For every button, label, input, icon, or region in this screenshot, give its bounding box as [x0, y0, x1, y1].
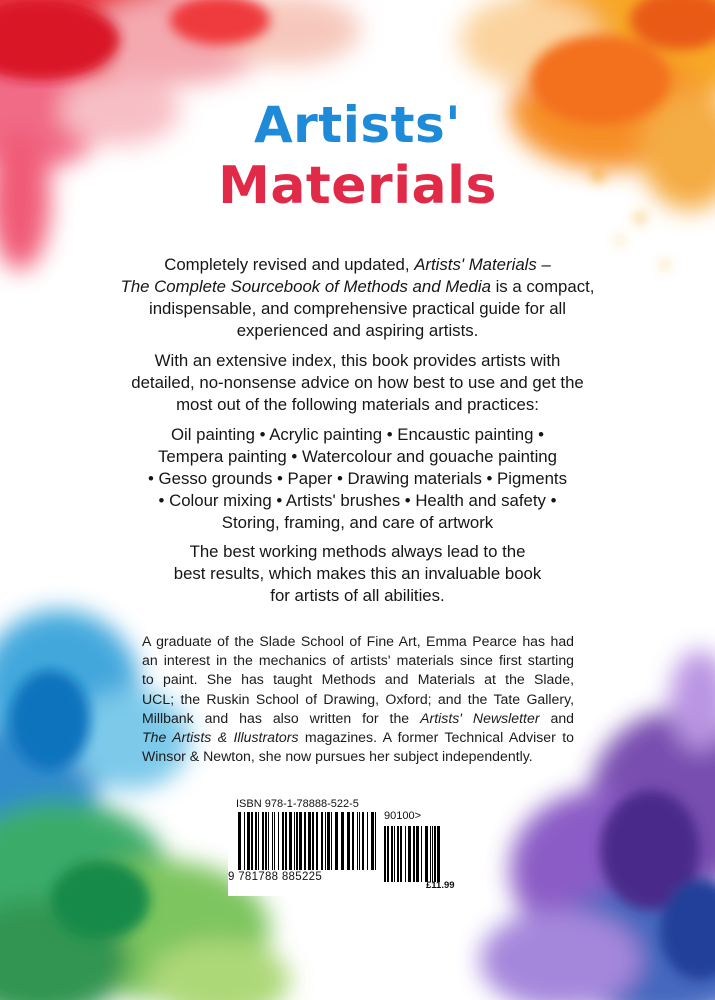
bio-italic: Artists' Newsletter	[420, 709, 540, 726]
bio-line: Winsor & Newton, she now pursues her subject independently.	[142, 748, 533, 765]
author-bio	[142, 632, 574, 766]
intro-text: Completely revised and updated,	[164, 255, 415, 274]
bio-line: to paint. She has taught Methods and Materials at the Slade,	[142, 671, 574, 688]
closing-text: The best working methods always lead to the	[189, 542, 526, 561]
closing-text: for artists of all abilities.	[270, 586, 445, 605]
closing-text: best results, which makes this an invaluable book	[173, 564, 542, 583]
barcode-addon-label: 90100>	[384, 810, 422, 822]
intro-paragraph	[110, 254, 605, 342]
intro-text: indispensable, and comprehensive practical guide for all	[149, 299, 566, 318]
bio-text: Millbank and has also written for the	[142, 709, 421, 726]
bio-text: magazines. A former Technical Adviser to	[298, 729, 574, 746]
bio-line: UCL; the Ruskin School of Drawing, Oxford; and the Tate Gallery,	[142, 690, 574, 707]
topics-line: Tempera painting • Watercolour and gouache painting	[158, 447, 557, 466]
topics-line: Storing, framing, and care of artwork	[221, 513, 494, 532]
bio-line: an interest in the mechanics of artists' materials since first starting	[142, 652, 574, 669]
barcode-main-bars	[238, 812, 376, 870]
title-line-1: Artists'	[253, 96, 462, 154]
topics-line: • Gesso grounds • Paper • Drawing materials • Pigments	[148, 469, 567, 488]
intro-title-italic: Artists' Materials –	[414, 255, 551, 274]
index-paragraph	[110, 350, 605, 416]
bio-line	[142, 709, 574, 728]
index-text: With an extensive index, this book provides artists with	[154, 351, 561, 370]
barcode-digits: 9 781788 885225	[228, 871, 323, 883]
barcode-addon-bars	[384, 826, 440, 882]
intro-text: experienced and aspiring artists.	[236, 321, 479, 340]
index-text: detailed, no-nonsense advice on how best to use and get the	[131, 373, 584, 392]
bio-text: and	[539, 709, 574, 726]
topics-list	[110, 424, 605, 534]
title-line-2: Materials	[218, 156, 497, 216]
price-label: £11.99	[426, 880, 455, 891]
bio-line	[142, 728, 574, 747]
bio-italic: The Artists & Illustrators	[142, 729, 299, 746]
topics-line: Oil painting • Acrylic painting • Encaustic painting •	[170, 425, 545, 444]
intro-subtitle-italic: The Complete Sourcebook of Methods and Media	[120, 277, 491, 296]
closing-paragraph	[110, 541, 605, 607]
bio-line: A graduate of the Slade School of Fine Art, Emma Pearce has had	[142, 633, 574, 649]
isbn-label: ISBN 978-1-78888-522-5	[236, 798, 359, 810]
index-text: most out of the following materials and practices:	[176, 395, 539, 414]
topics-line: • Colour mixing • Artists' brushes • Health and safety •	[158, 491, 557, 510]
intro-text: is a compact,	[490, 277, 595, 296]
